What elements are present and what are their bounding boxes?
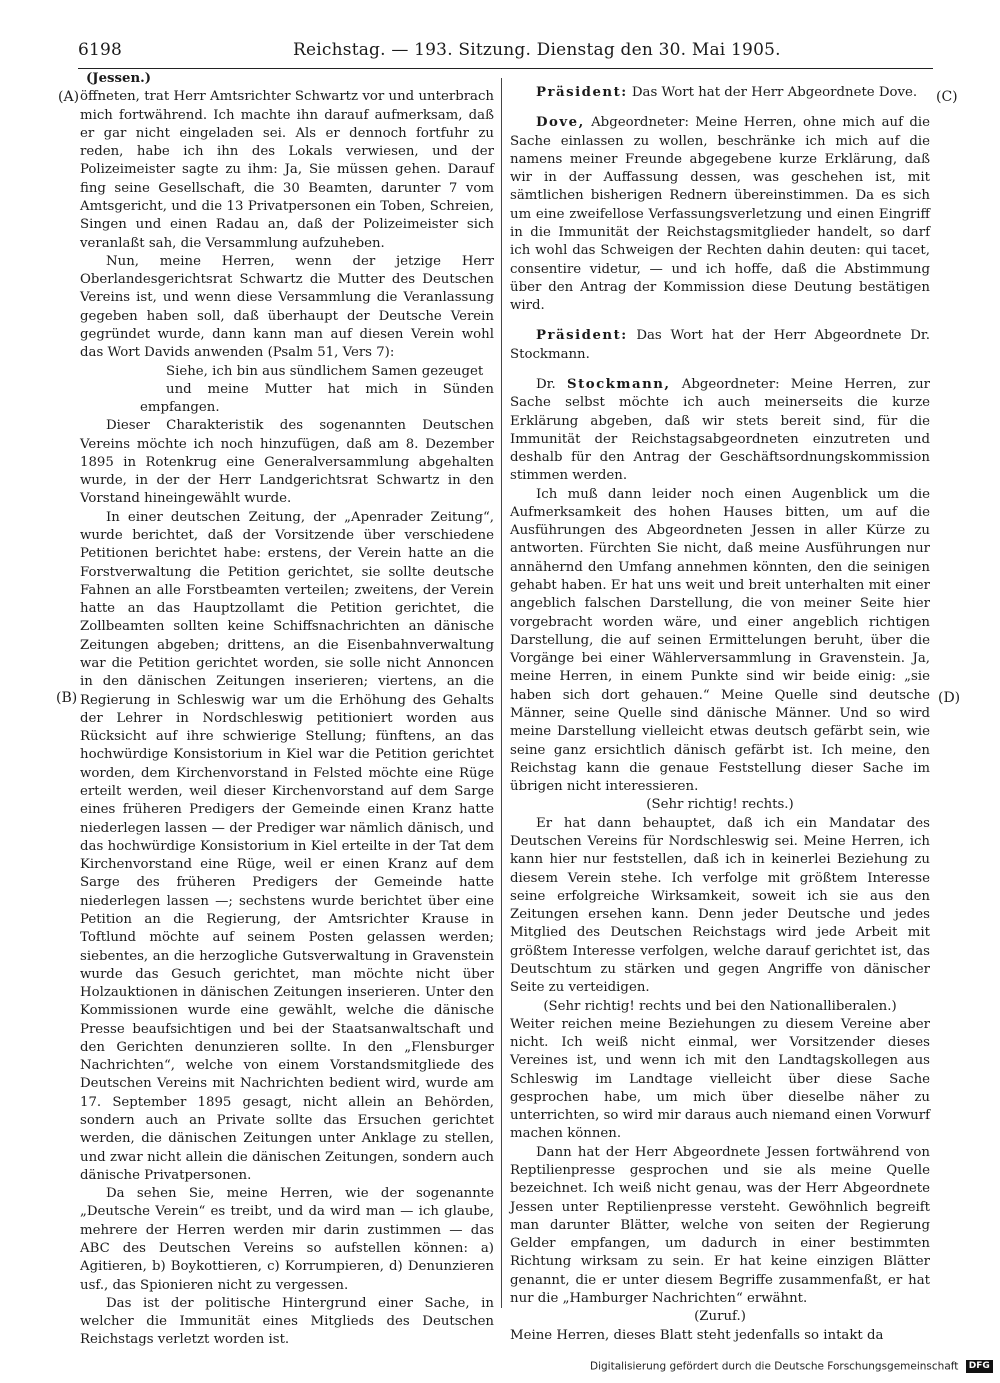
column-divider: [501, 78, 502, 1308]
speaker-tag: (Jessen.): [86, 71, 152, 86]
paragraph: Da sehen Sie, meine Herren, wie der sogenannte „Deutsche Verein“ es treibt, und da wird man — ich glaube, mehrere der Herren werden mir darin zustimmen — das ABC des Deutschen Vereins so aufstellen können: a) Agitieren, b) Boykottieren, c) Korrumpieren, d) Denunzieren usf., das Spionieren nicht zu vergessen.: [80, 1186, 494, 1293]
margin-marker-c: (C): [936, 89, 958, 105]
running-head: Reichstag. — 193. Sitzung. Dienstag den 30. Mai 1905.: [293, 40, 781, 60]
speaker-name: Dove,: [536, 115, 585, 131]
paragraph: Meine Herren, dieses Blatt steht jedenfalls so intakt da: [510, 1327, 884, 1343]
dfg-logo: DFG: [966, 1360, 993, 1373]
page-number: 6198: [78, 40, 123, 60]
margin-marker-a: (A): [58, 89, 80, 105]
paragraph: öffneten, trat Herr Amtsrichter Schwartz vor und unterbrach mich fortwährend. Ich machte ihn darauf aufmerksam, daß er gar nicht eingeladen sei. Als er dennoch fortfuhr zu reden, habe ich ihn des Lokals verwiesen, und der Polizeimeister sagte zu ihm: Ja, Sie müssen gehen. Darauf fing seine Gesellschaft, die 30 Beamten, darunter 7 vom Amtsgericht, und die 13 Privatpersonen ein Toben, Schreien, Singen und einen Radau an, daß der Polizeimeister sich veranlaßt sah, die Versammlung aufzuheben.: [80, 89, 494, 251]
president-remark: Präsident: Das Wort hat der Herr Abgeordnete Dove.: [536, 85, 918, 100]
interjection: (Sehr richtig! rechts.): [646, 797, 794, 813]
quote-line: Siehe, ich bin aus sündlichem Samen gezeuget: [166, 363, 484, 379]
quote-line: und meine Mutter hat mich in Sünden empfangen.: [140, 381, 494, 416]
header-rule: [78, 68, 933, 69]
speaker-name: Präsident:: [536, 328, 628, 344]
digitization-footer: [590, 1360, 990, 1380]
left-column: [80, 70, 494, 1350]
paragraph: Dann hat der Herr Abgeordnete Jessen fortwährend von Reptilienpresse gesprochen und sie als meine Quelle bezeichnet. Ich weiß nicht genau, was der Herr Abgeordnete Jessen unter Reptilienpresse versteht. Gewöhnlich begreift man darunter Blätter, welche von seiten der Regierung Gelder empfangen, um dadurch in einer bestimmten Richtung wirksam zu sein. Er hat keine einzigen Blätter genannt, die er unter diesem Begriffe zusammenfaßt, er hat nur die „Hamburger Nachrichten“ erwähnt.: [510, 1144, 930, 1306]
speech-dove: Dove, Abgeordneter: Meine Herren, ohne mich auf die Sache einlassen zu wollen, beschränke ich mich auf die namens meiner Freunde abgegebene kurze Erklärung, daß wir in der Auffassung dessen, was geschehen ist, mit sämtlichen bisherigen Rednern übereinstimmen. Da es sich um eine zweifellose Verfassungsverletzung und einen Eingriff in die Immunität der Reichstagsmitglieder handelt, so darf ich wohl das Schweigen der Rechten dahin deuten: qui tacet, consentire videtur, — und ich hoffe, daß die Abstimmung über den Antrag der Kommission diese Deutung bestätigen wird.: [510, 115, 930, 314]
interjection: (Sehr richtig! rechts und bei den Nationalliberalen.): [543, 998, 897, 1014]
president-remark: Präsident: Das Wort hat der Herr Abgeordnete Dr. Stockmann.: [510, 328, 930, 362]
speaker-name: Präsident:: [536, 85, 628, 100]
page-header: [78, 40, 933, 66]
margin-marker-b: (B): [56, 690, 78, 706]
right-column: [510, 70, 930, 1345]
footer-text: Digitalisierung gefördert durch die Deutsche Forschungsgemeinschaft: [590, 1360, 959, 1373]
paragraph: Ich muß dann leider noch einen Augenblick um die Aufmerksamkeit des hohen Hauses bitten, um auf die Ausführungen des Abgeordneten Jessen in aller Kürze zu antworten. Fürchten Sie nicht, daß meine Ausführungen nur annähernd den Umfang annehmen könnten, den die seinigen gehabt haben. Er hat uns weit und breit unterhalten mit einer angeblich falschen Darstellung, die von meiner Seite hier vorgebracht worden wäre, und einer angeblich richtigen Darstellung, die auf seinen Ermittelungen beruht, über die Vorgänge bei einer Wählerversammlung in Gravenstein. Ja, meine Herren, in einem Punkte sind wir beide einig: „sie haben sich dort gehauen.“ Meine Quelle sind deutsche Männer, seine Quelle sind dänische Männer. Und so wird meine Darstellung vielleicht etwas deutsch gefärbt sein, wie seine ganz ersichtlich dänisch gefärbt ist. Ich meine, den Reichstag kann die genaue Feststellung dieser Sache im übrigen nicht interessieren.: [510, 486, 930, 795]
paragraph: Dieser Charakteristik des sogenannten Deutschen Vereins möchte ich noch hinzufügen, daß am 8. Dezember 1895 in Rotenkrug eine Generalversammlung abgehalten wurde, in der der Herr Landgerichtsrat Schwartz in den Vorstand hineingewählt wurde.: [80, 418, 494, 507]
speaker-name: Stockmann,: [566, 376, 671, 392]
interjection: (Zuruf.): [694, 1309, 746, 1325]
paragraph: In einer deutschen Zeitung, der „Apenrader Zeitung“, wurde berichtet, daß der Vorsitzende über verschiedene Petitionen berichtet habe: erstens, der Verein hatte an die Forstverwaltung die Petition gerichtet, sie sollte deutsche Fahnen an alle Forstbeamten verteilen; zweitens, der Verein hatte an das Hauptzollamt die Petition gerichtet, die Zollbeamten sollten keine Schiffsnachrichten an dänische Zeitungen abgeben; drittens, an die Eisenbahnverwaltung war die Petition gerichtet worden, sie solle nicht Annoncen in den dänischen Zeitungen inserieren; viertens, an die Regierung in Schleswig war um die Erhöhung des Gehalts der Lehrer in Nordschleswig petitioniert worden aus Rücksicht auf ihre schwierige Stellung; fünftens, an das hochwürdige Konsistorium in Kiel war die Petition gerichtet worden, dem Kirchenvorstand in Felsted möchte eine Rüge erteilt werden, weil dieser Kirchenvorstand auf dem Sarge eines früheren Predigers der Gemeinde einen Kranz hatte niederlegen lassen — der Prediger war nämlich dänisch, und das hochwürdige Konsistorium in Kiel erteilte in der Tat dem Kirchenvorstand eine Rüge, weil er einen Kranz auf dem Sarge des früheren Predigers der Gemeinde hatte niederlegen lassen —; sechstens wurde berichtet über eine Petition an die Regierung, der Amtsrichter Krause in Toftlund möchte auf seinem Posten gelassen werden; siebentes, an die herzogliche Gutsverwaltung in Gravenstein wurde das Gesuch gerichtet, man möchte nicht über Holzauktionen in dänischen Zeitungen inserieren. Unter den Kommissionen wurde eine gewählt, welche die dänische Presse beaufsichtigen und bei der Staatsanwaltschaft und den Gerichten denunzieren sollte. In den „Flensburger Nachrichten“, welche von einem Vorstandsmitgliede des Deutschen Vereins mit Nachrichten bedient wird, wurde am 17. September 1895 gesagt, nicht allein an Behörden, sondern auch an Private sollte das Ersuchen gerichtet werden, die dänischen Zeitungen unter Anklage zu stellen, und zwar nicht allein die dänischen Zeitungen, sondern auch dänische Privatpersonen.: [80, 509, 494, 1183]
paragraph: Er hat dann behauptet, daß ich ein Mandatar des Deutschen Vereins für Nordschleswig sei. Meine Herren, ich kann hier nur feststellen, daß ich in keinerlei Beziehung zu diesem Verein stehe. Ich verfolge mit größtem Interesse seine erfolgreiche Wirksamkeit, soweit ich sie aus den Zeitungen ersehen kann. Denn jeder Deutsche und jedes Mitglied des Deutschen Reichstags wird jede Arbeit mit größtem Interesse verfolgen, welche darauf gerichtet ist, das Deutschtum zu stärken und gegen Angriffe von dänischer Seite zu verteidigen.: [510, 815, 930, 996]
paragraph: Nun, meine Herren, wenn der jetzige Herr Oberlandesgerichtsrat Schwartz die Mutter des Deutschen Vereins ist, und wenn diese Versammlung die Veranlassung gegeben haben soll, daß überhaupt der Deutsche Verein gegründet wurde, dann kann man auf diesen Verein wohl das Wort Davids anwenden (Psalm 51, Vers 7):: [80, 253, 494, 361]
margin-marker-d: (D): [938, 690, 961, 706]
paragraph: Das ist der politische Hintergrund einer Sache, in welcher die Immunität eines Mitglieds des Deutschen Reichstags verletzt worden ist.: [80, 1295, 494, 1348]
paragraph: Weiter reichen meine Beziehungen zu diesem Vereine aber nicht. Ich weiß nicht einmal, wer Vorsitzender dieses Vereines ist, und wenn ich mit den Landtagskollegen aus Schleswig im Landtage vielleicht über diese Sache gesprochen habe, um mich über dieselbe näher zu unterrichten, so wird mir daraus auch niemand einen Vorwurf machen können.: [510, 1016, 930, 1142]
speech-stockmann: Dr. Stockmann, Abgeordneter: Meine Herren, zur Sache selbst möchte ich auch meinerseits die kurze Erklärung abgeben, daß wir stets bereit sind, für die Immunität der Reichstagsabgeordneten einzutreten und deshalb für den Antrag der Geschäftsordnungskommission stimmen werden.: [510, 376, 930, 484]
